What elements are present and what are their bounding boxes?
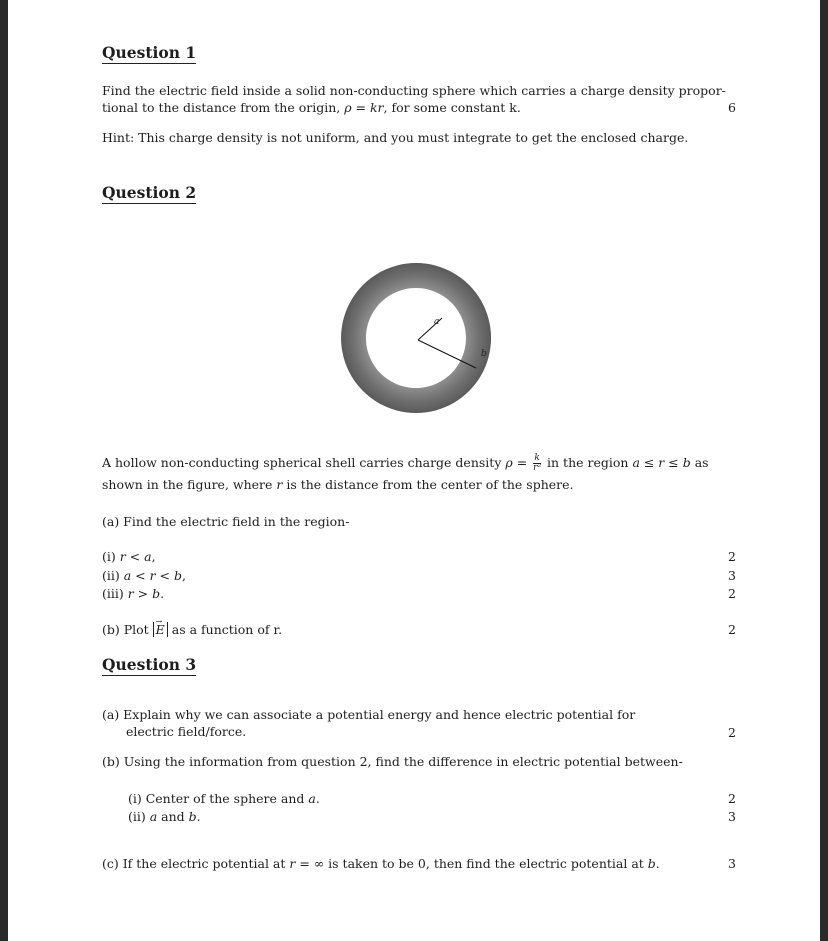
q3-part-c-mark: 3 <box>728 856 736 871</box>
q1-line-2: tional to the distance from the origin, ρ = kr, for some constant k. <box>102 100 521 115</box>
shell-ring <box>341 263 491 413</box>
label-a: a <box>434 317 440 327</box>
q3-part-a-mark: 2 <box>728 725 736 740</box>
q3-part-a-line-2: electric field/force. <box>126 724 247 739</box>
q2-sub-i: (i) r < a, <box>102 549 156 564</box>
q2-sub-ii-mark: 3 <box>728 568 736 583</box>
question-1-title: Question 1 <box>102 43 197 62</box>
q2-intro-line-2: shown in the figure, where r is the distance from the center of the sphere. <box>102 477 574 492</box>
q2-intro <box>102 454 752 493</box>
q2-part-b-mark: 2 <box>728 622 736 637</box>
q3-part-c: (c) If the electric potential at r = ∞ is taken to be 0, then find the electric potential at b. <box>102 856 660 871</box>
spherical-shell-figure <box>336 258 496 418</box>
q2-sub-i-mark: 2 <box>728 549 736 564</box>
q3-part-a-line-1: (a) Explain why we can associate a potential energy and hence electric potential for <box>102 707 636 722</box>
q3-part-b: (b) Using the information from question 2, find the difference in electric potential between- <box>102 754 683 769</box>
q3-sub-i: (i) Center of the sphere and a. <box>128 791 320 806</box>
q3-sub-ii-mark: 3 <box>728 809 736 824</box>
q1-text <box>102 82 742 116</box>
q1-mark: 6 <box>728 100 736 115</box>
question-2-title: Question 2 <box>102 183 197 202</box>
question-3-title: Question 3 <box>102 655 197 674</box>
q2-intro-line-1: A hollow non-conducting spherical shell carries charge density ρ = $\frac{k}{\text{r²}}$ in the region a ≤ r ≤ b as <box>102 453 709 473</box>
q3-sub-i-mark: 2 <box>728 791 736 806</box>
q3-part-a <box>102 706 742 740</box>
q2-part-a: (a) Find the electric field in the region- <box>102 514 350 529</box>
q2-sub-ii: (ii) a < r < b, <box>102 568 186 583</box>
q3-sub-ii: (ii) a and b. <box>128 809 201 824</box>
q2-sub-iii-mark: 2 <box>728 586 736 601</box>
q1-hint: Hint: This charge density is not uniform, and you must integrate to get the enclosed charge. <box>102 130 689 145</box>
k-over-r-squared: $\frac{k}{\text{r²}}$ <box>533 453 542 473</box>
q1-line-1: Find the electric field inside a solid non-conducting sphere which carries a charge density propor- <box>102 83 726 98</box>
document-page <box>8 0 820 941</box>
q2-part-b: (b) Plot → E as a function of r. <box>102 621 282 638</box>
label-b: b <box>481 349 487 359</box>
q2-sub-iii: (iii) r > b. <box>102 586 165 601</box>
